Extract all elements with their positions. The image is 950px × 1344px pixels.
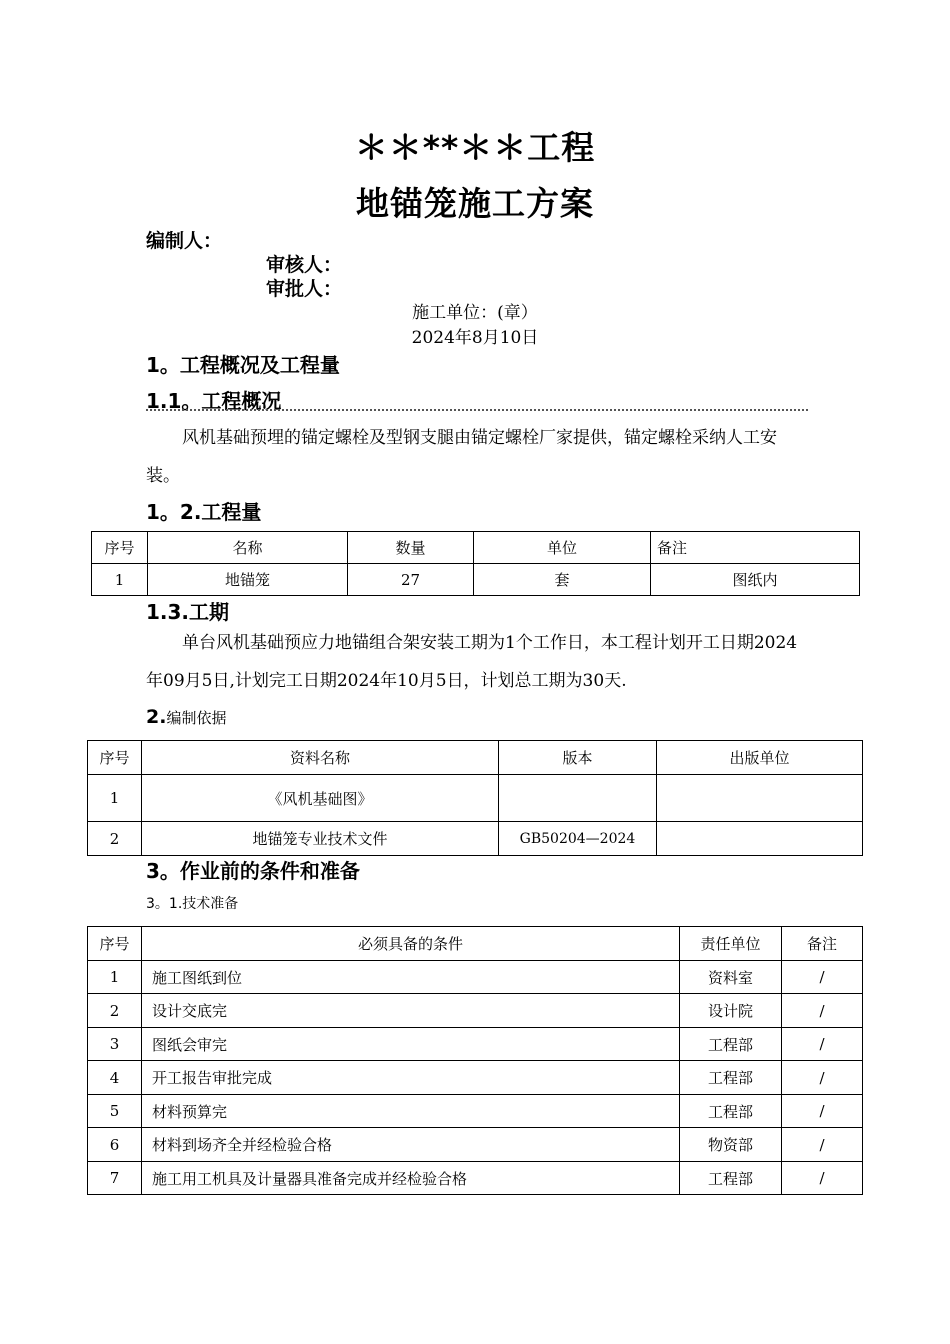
table-header-row bbox=[92, 532, 860, 564]
compiler-label: 编制人： bbox=[146, 230, 223, 252]
table-header-cell: 数量 bbox=[348, 532, 474, 564]
table-header-cell: 单位 bbox=[474, 532, 651, 564]
table-cell: / bbox=[782, 1061, 863, 1095]
table-cell: 1 bbox=[88, 775, 142, 822]
table-cell: 2 bbox=[88, 994, 142, 1028]
reviewer-label: 审核人： bbox=[266, 254, 343, 276]
table-cell: 材料到场齐全并经检验合格 bbox=[142, 1128, 680, 1162]
table-cell: 3 bbox=[88, 1028, 142, 1061]
table-row bbox=[88, 1162, 863, 1195]
table-cell: 图纸会审完 bbox=[142, 1028, 680, 1061]
table-header-cell: 序号 bbox=[92, 532, 148, 564]
table-cell: 6 bbox=[88, 1128, 142, 1162]
table-header-cell: 序号 bbox=[88, 927, 142, 961]
section-1-heading: 1。工程概况及工程量 bbox=[146, 353, 340, 377]
table-cell: / bbox=[782, 1095, 863, 1128]
table-header-cell: 备注 bbox=[782, 927, 863, 961]
table-header-cell: 序号 bbox=[88, 741, 142, 775]
table-cell: GB50204—2024 bbox=[499, 822, 657, 856]
overview-paragraph: 风机基础预埋的锚定螺栓及型钢支腿由锚定螺栓厂家提供，锚定螺栓采纳人工安装。 bbox=[146, 428, 777, 486]
table-header-cell: 资料名称 bbox=[142, 741, 499, 775]
approver-label: 审批人： bbox=[266, 278, 343, 300]
table-row bbox=[88, 1028, 863, 1061]
table-cell: 7 bbox=[88, 1162, 142, 1195]
basis-table bbox=[87, 740, 863, 856]
heading-separator bbox=[146, 409, 808, 411]
table-cell: / bbox=[782, 1128, 863, 1162]
table-row bbox=[88, 822, 863, 856]
table-cell: 设计交底完 bbox=[142, 994, 680, 1028]
table-row bbox=[88, 775, 863, 822]
table-cell: 图纸内 bbox=[651, 564, 860, 596]
table-header-row bbox=[88, 741, 863, 775]
table-cell: 资料室 bbox=[680, 961, 782, 994]
section-2-heading bbox=[146, 706, 226, 728]
document-title-line2: 地锚笼施工方案 bbox=[356, 184, 594, 223]
table-cell: 地锚笼 bbox=[148, 564, 348, 596]
table-cell: 工程部 bbox=[680, 1162, 782, 1195]
table-cell: 27 bbox=[348, 564, 474, 596]
table-header-cell: 责任单位 bbox=[680, 927, 782, 961]
table-header-cell: 必须具备的条件 bbox=[142, 927, 680, 961]
construction-unit: 施工单位：(章） bbox=[412, 303, 538, 323]
table-cell: / bbox=[782, 994, 863, 1028]
section-2-title: 编制依据 bbox=[166, 709, 227, 727]
table-cell: / bbox=[782, 1162, 863, 1195]
section-2-number: 2. bbox=[146, 706, 167, 728]
table-cell bbox=[499, 775, 657, 822]
section-3-heading: 3。作业前的条件和准备 bbox=[146, 859, 360, 883]
table-cell: 2 bbox=[88, 822, 142, 856]
quantity-table bbox=[91, 531, 860, 596]
table-header-row bbox=[88, 927, 863, 961]
table-cell: 4 bbox=[88, 1061, 142, 1095]
document-title-line1: ＊＊**＊＊工程 bbox=[354, 128, 596, 167]
table-cell bbox=[657, 822, 863, 856]
table-cell bbox=[657, 775, 863, 822]
table-cell: 施工图纸到位 bbox=[142, 961, 680, 994]
table-row bbox=[88, 1095, 863, 1128]
table-cell: / bbox=[782, 961, 863, 994]
document-date: 2024年8月10日 bbox=[411, 328, 539, 348]
section-1-3-heading: 1.3.工期 bbox=[146, 600, 230, 624]
table-row bbox=[88, 1061, 863, 1095]
table-cell: 工程部 bbox=[680, 1061, 782, 1095]
table-cell: 施工用工机具及计量器具准备完成并经检验合格 bbox=[142, 1162, 680, 1195]
table-cell: 工程部 bbox=[680, 1095, 782, 1128]
table-cell: 5 bbox=[88, 1095, 142, 1128]
table-cell: 工程部 bbox=[680, 1028, 782, 1061]
table-row bbox=[88, 994, 863, 1028]
table-cell: 材料预算完 bbox=[142, 1095, 680, 1128]
table-cell: 设计院 bbox=[680, 994, 782, 1028]
table-cell: 地锚笼专业技术文件 bbox=[142, 822, 499, 856]
table-cell: 1 bbox=[88, 961, 142, 994]
table-cell: 开工报告审批完成 bbox=[142, 1061, 680, 1095]
table-header-cell: 备注 bbox=[651, 532, 860, 564]
table-cell: 1 bbox=[92, 564, 148, 596]
preparation-table bbox=[87, 926, 863, 1195]
table-cell: / bbox=[782, 1028, 863, 1061]
table-header-cell: 版本 bbox=[499, 741, 657, 775]
table-cell: 套 bbox=[474, 564, 651, 596]
table-header-cell: 名称 bbox=[148, 532, 348, 564]
table-cell: 《风机基础图》 bbox=[142, 775, 499, 822]
table-row bbox=[88, 961, 863, 994]
section-1-2-heading: 1。2.工程量 bbox=[146, 500, 262, 524]
section-1-1-heading: 1.1。工程概况 bbox=[146, 389, 282, 413]
table-header-cell: 出版单位 bbox=[657, 741, 863, 775]
schedule-paragraph: 单台风机基础预应力地锚组合架安装工期为1个工作日，本工程计划开工日期2024年09月5日,计划完工日期2024年10月5日，计划总工期为30天. bbox=[146, 633, 798, 691]
table-row bbox=[92, 564, 860, 596]
table-row bbox=[88, 1128, 863, 1162]
section-3-1-heading: 3。1.技术准备 bbox=[146, 896, 239, 912]
table-cell: 物资部 bbox=[680, 1128, 782, 1162]
